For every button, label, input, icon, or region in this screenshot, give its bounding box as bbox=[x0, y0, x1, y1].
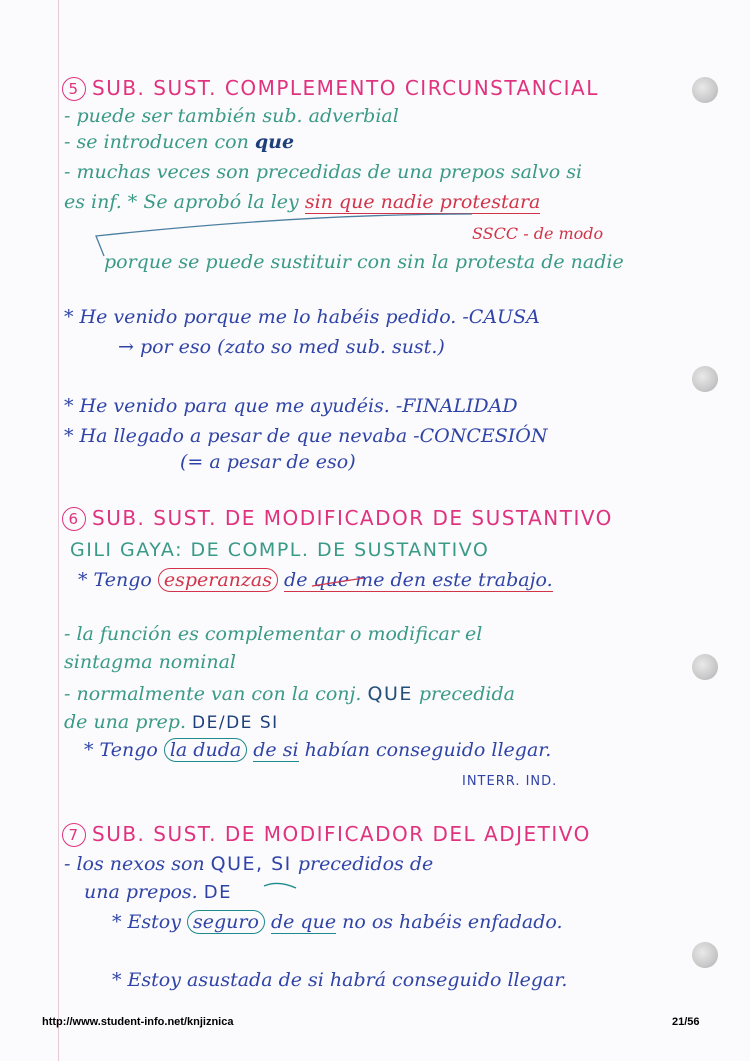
circled-noun: la duda bbox=[164, 738, 247, 762]
highlighted-clause: sin que nadie protestara bbox=[304, 191, 541, 213]
note-line: - puede ser también sub. adverbial bbox=[64, 105, 399, 127]
arrow-7 bbox=[264, 883, 296, 888]
note-line: - se introducen con que bbox=[64, 131, 295, 153]
example-line: * He venido porque me lo habéis pedido. -CAUSA bbox=[64, 306, 540, 328]
section-number: 6 bbox=[62, 507, 86, 531]
note-line: - normalmente van con la conj. QUE precedida bbox=[64, 683, 516, 705]
footer-page-number: 21/56 bbox=[672, 1016, 700, 1028]
note-line: de una prep. DE/DE SI bbox=[64, 711, 279, 733]
note-line: una prepos. DE bbox=[84, 881, 232, 903]
example-line: (= a pesar de eso) bbox=[180, 451, 356, 473]
note-line: - los nexos son QUE, SI precedidos de bbox=[64, 853, 434, 875]
circled-adjective: seguro bbox=[187, 910, 265, 934]
example-line: * Tengo esperanzas de que me den este trabajo. bbox=[78, 569, 553, 591]
example-line: * He venido para que me ayudéis. -FINALIDAD bbox=[64, 395, 518, 417]
section-number: 5 bbox=[62, 77, 86, 101]
annotation: INTERR. IND. bbox=[462, 774, 558, 789]
example-line: → por eso (zato so med sub. sust.) bbox=[118, 336, 445, 358]
arrow-5 bbox=[96, 214, 472, 256]
example-line: * Estoy seguro de que no os habéis enfadado. bbox=[112, 911, 563, 933]
section-7-heading: 7 SUB. SUST. DE MODIFICADOR DEL ADJETIVO bbox=[62, 822, 591, 847]
highlighted-nexus: de si bbox=[253, 739, 299, 761]
gili-gaya-note: GILI GAYA: DE COMPL. DE SUSTANTIVO bbox=[70, 539, 490, 561]
annotation: SSCC - de modo bbox=[472, 224, 604, 243]
section-5-heading: 5 SUB. SUST. COMPLEMENTO CIRCUNSTANCIAL bbox=[62, 76, 599, 101]
example-line: * Ha llegado a pesar de que nevaba -CONCESIÓN bbox=[64, 425, 548, 447]
arrow-6 bbox=[312, 578, 364, 586]
section-number: 7 bbox=[62, 823, 86, 847]
example-line: * Tengo la duda de si habían conseguido llegar. bbox=[84, 739, 552, 761]
note-line: - muchas veces son precedidas de una prepos salvo si bbox=[64, 161, 583, 183]
section-6-heading: 6 SUB. SUST. DE MODIFICADOR DE SUSTANTIVO bbox=[62, 506, 613, 531]
note-line: porque se puede sustituir con sin la protesta de nadie bbox=[104, 251, 624, 273]
example-line: es inf. * Se aprobó la ley sin que nadie protestara bbox=[64, 191, 541, 213]
highlighted-nexus: de que bbox=[270, 911, 337, 933]
note-line: - la función es complementar o modificar el bbox=[64, 623, 483, 645]
example-line: * Estoy asustada de si habrá conseguido llegar. bbox=[112, 969, 568, 991]
highlighted-clause: de que me den este trabajo. bbox=[284, 569, 553, 591]
footer-url: http://www.student-info.net/knjiznica bbox=[42, 1016, 234, 1028]
circled-noun: esperanzas bbox=[158, 568, 278, 592]
note-line: sintagma nominal bbox=[64, 651, 236, 673]
